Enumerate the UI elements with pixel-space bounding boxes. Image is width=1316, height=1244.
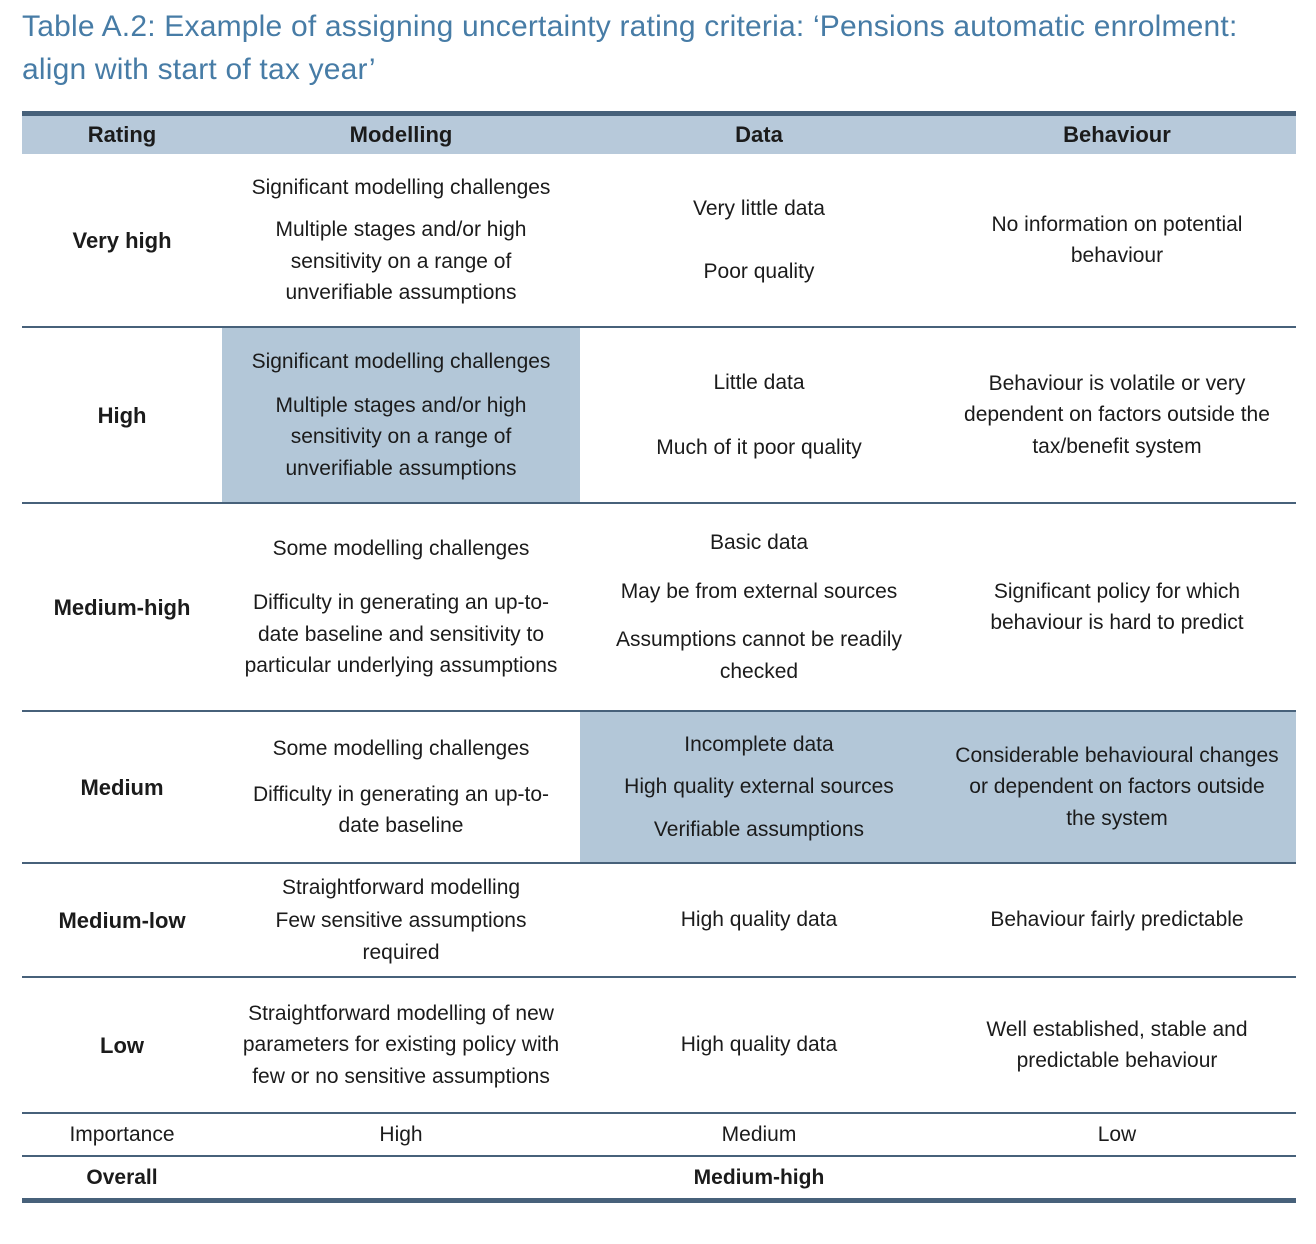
overall-value: Medium-high bbox=[693, 1165, 825, 1189]
cell-paragraph: Much of it poor quality bbox=[656, 435, 862, 459]
importance-data: Medium bbox=[721, 1122, 797, 1146]
cell-data bbox=[580, 864, 938, 976]
cell-paragraph: Significant modelling challenges bbox=[251, 350, 551, 374]
cell-behaviour bbox=[938, 864, 1296, 976]
row-very-high bbox=[22, 154, 1296, 326]
row-low bbox=[22, 976, 1296, 1112]
cell-paragraph: Difficulty in generating an up-to-date baseline bbox=[252, 782, 550, 838]
cell-behaviour bbox=[938, 328, 1296, 502]
cell-paragraph: Significant modelling challenges bbox=[251, 175, 551, 199]
cell-paragraph: Incomplete data bbox=[684, 733, 834, 757]
cell-paragraph: Considerable behavioural changes or dependent on factors outside the system bbox=[955, 743, 1279, 830]
cell-paragraph: High quality data bbox=[680, 1033, 838, 1057]
cell-paragraph: Poor quality bbox=[703, 260, 815, 284]
cell-data bbox=[580, 504, 938, 710]
cell-paragraph: Verifiable assumptions bbox=[653, 817, 865, 841]
row-high bbox=[22, 326, 1296, 502]
cell-paragraph: Some modelling challenges bbox=[272, 536, 530, 560]
overall-label: Overall bbox=[86, 1165, 158, 1189]
cell-behaviour bbox=[938, 504, 1296, 710]
cell-data-highlighted bbox=[580, 712, 938, 862]
cell-paragraph: Behaviour is volatile or very dependent on factors outside the tax/benefit system bbox=[964, 371, 1270, 458]
cell-data bbox=[580, 154, 938, 326]
cell-paragraph: Very little data bbox=[693, 196, 825, 220]
cell-paragraph: Little data bbox=[713, 371, 805, 395]
cell-behaviour bbox=[938, 978, 1296, 1112]
header-rating: Rating bbox=[87, 122, 157, 148]
cell-behaviour-highlighted bbox=[938, 712, 1296, 862]
cell-modelling bbox=[222, 504, 580, 710]
cell-paragraph: Significant policy for which behaviour is hard to predict bbox=[990, 579, 1244, 635]
importance-label: Importance bbox=[69, 1122, 175, 1146]
cell-paragraph: Behaviour fairly predictable bbox=[990, 908, 1244, 932]
cell-rating: Medium-low bbox=[58, 907, 186, 933]
table-header-row bbox=[22, 116, 1296, 154]
uncertainty-rating-table bbox=[22, 111, 1296, 1203]
cell-paragraph: Few sensitive assumptions required bbox=[275, 909, 527, 964]
cell-paragraph: Difficulty in generating an up-to-date baseline and sensitivity to particular underlying assumptions bbox=[244, 591, 558, 677]
cell-modelling bbox=[222, 712, 580, 862]
cell-paragraph: Multiple stages and/or high sensitivity on a range of unverifiable assumptions bbox=[275, 393, 527, 480]
importance-row bbox=[22, 1112, 1296, 1155]
overall-row bbox=[22, 1155, 1296, 1198]
cell-paragraph: Some modelling challenges bbox=[272, 736, 530, 760]
header-modelling: Modelling bbox=[349, 122, 453, 148]
row-medium-high bbox=[22, 502, 1296, 710]
importance-behaviour: Low bbox=[1097, 1122, 1137, 1146]
row-medium bbox=[22, 710, 1296, 862]
cell-paragraph: May be from external sources bbox=[620, 579, 898, 603]
cell-rating: High bbox=[97, 402, 147, 428]
cell-rating: Low bbox=[100, 1032, 144, 1058]
cell-rating: Medium-high bbox=[53, 594, 191, 620]
cell-paragraph: No information on potential behaviour bbox=[991, 212, 1243, 268]
cell-modelling bbox=[222, 978, 580, 1112]
cell-paragraph: Basic data bbox=[709, 531, 809, 555]
header-data: Data bbox=[735, 122, 783, 148]
cell-modelling-highlighted bbox=[222, 328, 580, 502]
cell-rating: Very high bbox=[72, 227, 172, 253]
cell-paragraph: Straightforward modelling of new parameters for existing policy with few or no sensitive assumptions bbox=[242, 1001, 560, 1088]
cell-paragraph: High quality data bbox=[680, 908, 838, 932]
cell-data bbox=[580, 978, 938, 1112]
row-medium-low bbox=[22, 862, 1296, 976]
cell-modelling bbox=[222, 154, 580, 326]
table-title: Table A.2: Example of assigning uncertainty rating criteria: ‘Pensions automatic enrolment: align with start of tax year’ bbox=[22, 10, 1238, 86]
cell-paragraph: Multiple stages and/or high sensitivity on a range of unverifiable assumptions bbox=[275, 218, 527, 305]
cell-paragraph: Straightforward modelling bbox=[281, 876, 521, 900]
importance-modelling: High bbox=[379, 1122, 423, 1146]
cell-rating: Medium bbox=[80, 774, 164, 800]
cell-paragraph: High quality external sources bbox=[624, 775, 894, 799]
cell-behaviour bbox=[938, 154, 1296, 326]
cell-data bbox=[580, 328, 938, 502]
cell-paragraph: Well established, stable and predictable behaviour bbox=[986, 1017, 1248, 1073]
cell-paragraph: Assumptions cannot be readily checked bbox=[615, 628, 902, 683]
cell-modelling bbox=[222, 864, 580, 976]
header-behaviour: Behaviour bbox=[1063, 122, 1171, 148]
